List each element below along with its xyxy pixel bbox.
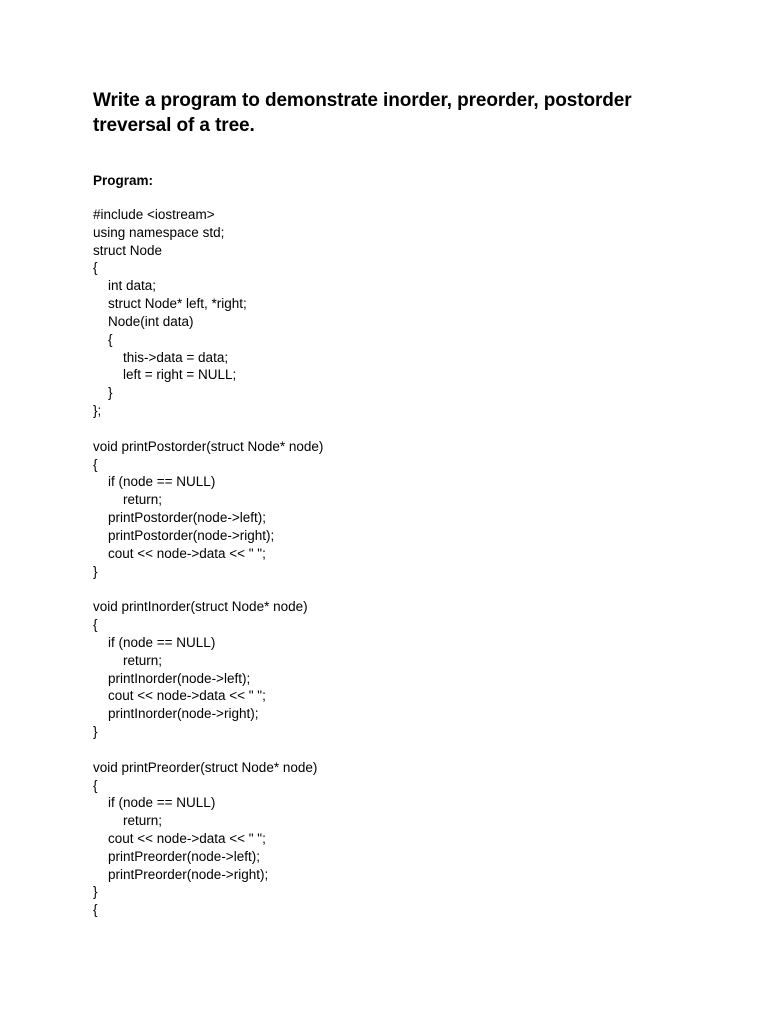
code-line: { <box>93 260 98 276</box>
code-line <box>93 580 713 598</box>
code-line: Node(int data) <box>93 313 194 329</box>
code-line: { <box>93 456 98 472</box>
code-line: printPreorder(node->right); <box>93 866 269 882</box>
code-line: return; <box>93 813 163 829</box>
code-line: left = right = NULL; <box>93 367 237 383</box>
code-line: #include <iostream> <box>93 207 215 222</box>
code-line: int data; <box>93 278 157 294</box>
code-line: { <box>93 902 98 918</box>
code-line: }; <box>93 403 102 419</box>
code-line: { <box>93 331 113 347</box>
code-line <box>93 420 713 438</box>
code-line: void printPreorder(struct Node* node) <box>93 759 318 775</box>
code-line: if (node == NULL) <box>93 634 216 650</box>
code-line: printPostorder(node->left); <box>93 510 266 526</box>
code-line: cout << node->data << " "; <box>93 688 266 704</box>
code-line: void printInorder(struct Node* node) <box>93 599 308 615</box>
code-line: if (node == NULL) <box>93 795 216 811</box>
code-line: return; <box>93 652 163 668</box>
code-line: struct Node <box>93 242 163 258</box>
code-line: this->data = data; <box>93 349 229 365</box>
code-line: } <box>93 563 98 579</box>
code-line: if (node == NULL) <box>93 474 216 490</box>
code-line: return; <box>93 492 163 508</box>
code-line: } <box>93 884 98 900</box>
code-line: cout << node->data << " "; <box>93 545 266 561</box>
code-line: } <box>93 724 98 740</box>
code-line: printInorder(node->right); <box>93 706 259 722</box>
code-line: struct Node* left, *right; <box>93 296 247 312</box>
code-line: void printPostorder(struct Node* node) <box>93 438 324 454</box>
code-line: using namespace std; <box>93 224 225 240</box>
code-line: printPostorder(node->right); <box>93 527 275 543</box>
code-line <box>93 741 713 759</box>
code-line: printPreorder(node->left); <box>93 848 260 864</box>
code-block <box>93 206 713 919</box>
document-title: Write a program to demonstrate inorder, preorder, postorder treversal of a tree. <box>93 90 632 136</box>
code-line: cout << node->data << " "; <box>93 830 266 846</box>
code-line: } <box>93 385 113 401</box>
code-line: printInorder(node->left); <box>93 670 251 686</box>
program-label: Program: <box>93 173 154 188</box>
code-line: { <box>93 617 98 633</box>
code-line: { <box>93 777 98 793</box>
